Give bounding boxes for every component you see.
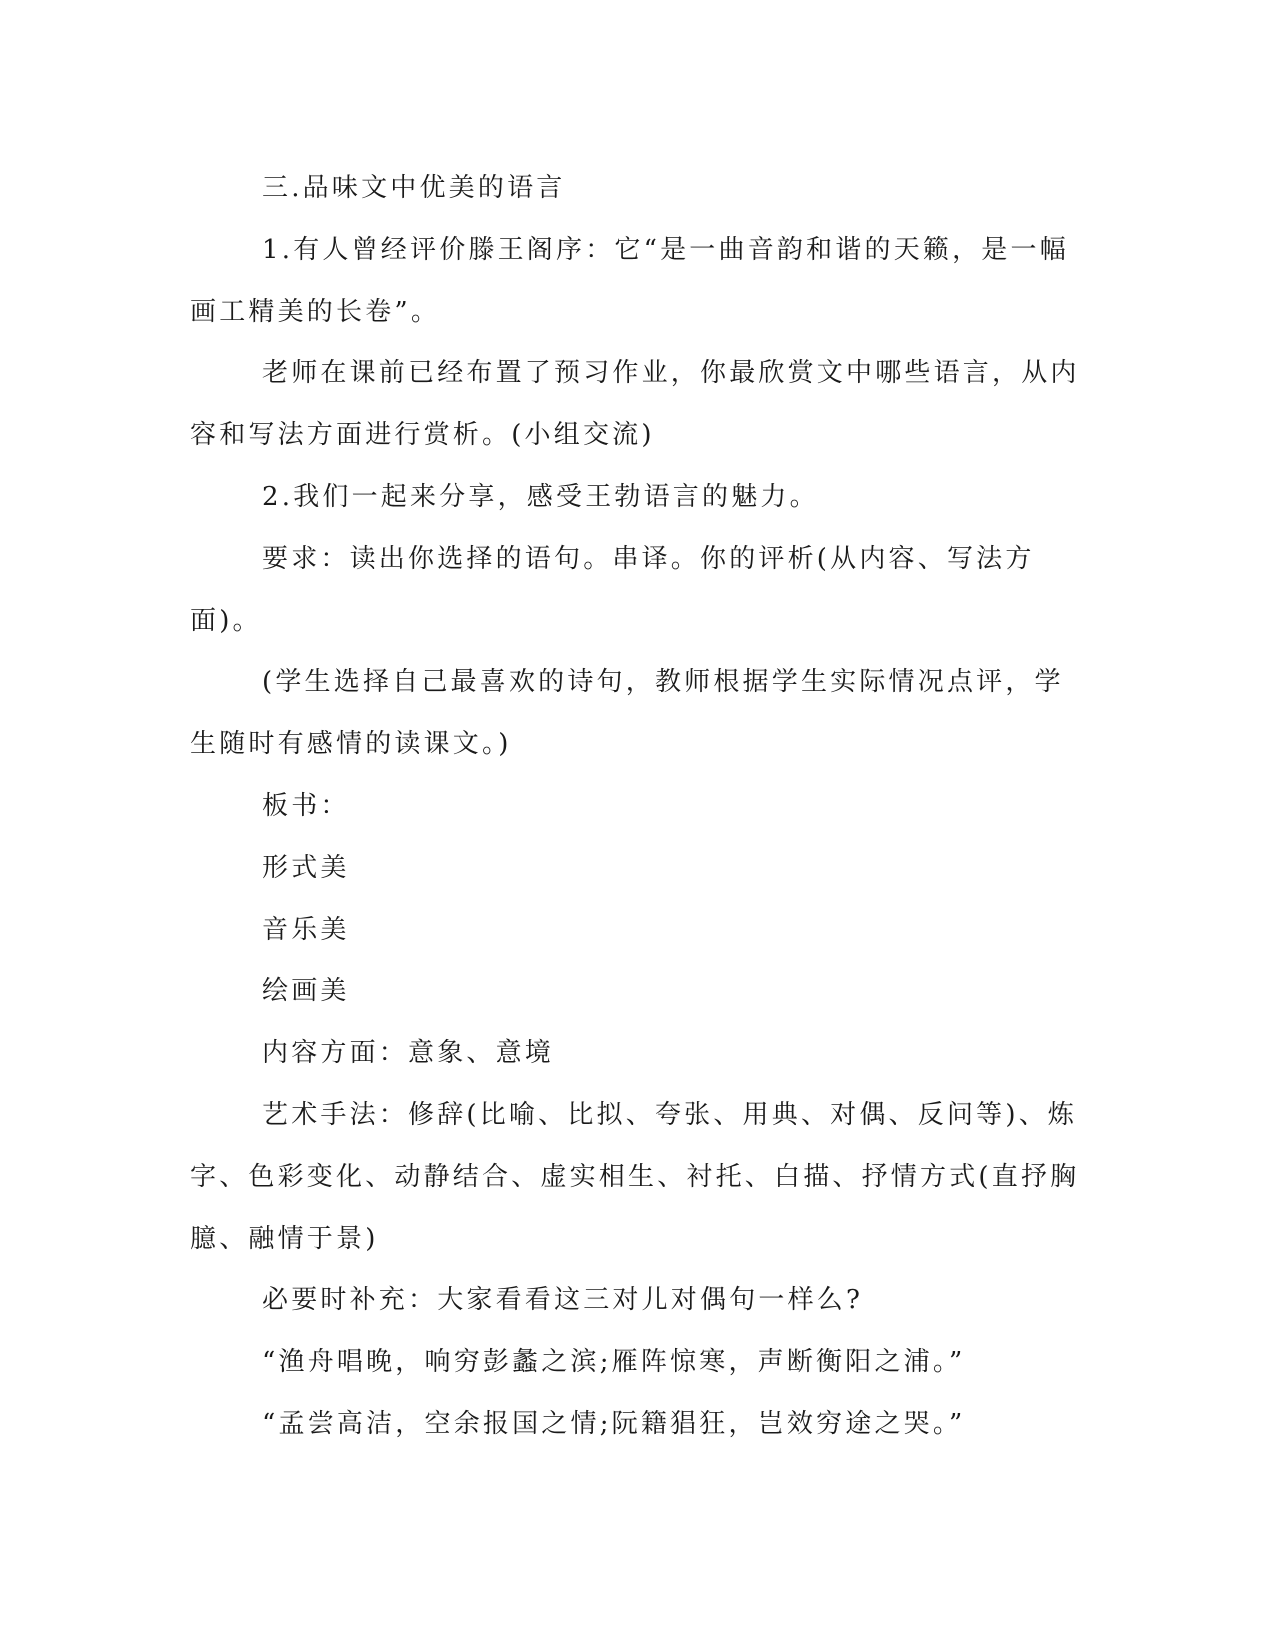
paragraph: 必要时补充：大家看看这三对儿对偶句一样么? bbox=[262, 1285, 864, 1316]
board-note-item: 形式美 bbox=[262, 852, 350, 883]
paragraph: 内容方面：意象、意境 bbox=[262, 1038, 555, 1069]
paragraph: 老师在课前已经布置了预习作业，你最欣赏文中哪些语言，从内容和写法方面进行赏析。(小组交流) bbox=[190, 358, 1080, 451]
paragraph: 艺术手法：修辞(比喻、比拟、夸张、用典、对偶、反问等)、炼字、色彩变化、动静结合、虚实相生、衬托、白描、抒情方式(直抒胸臆、融情于景) bbox=[190, 1099, 1080, 1254]
document-body bbox=[190, 158, 1090, 1456]
paragraph: 2.我们一起来分享，感受王勃语言的魅力。 bbox=[262, 481, 819, 512]
section-heading: 三.品味文中优美的语言 bbox=[262, 173, 566, 203]
board-notes-label: 板书： bbox=[262, 790, 350, 821]
quote-line: “渔舟唱晚，响穷彭蠡之滨;雁阵惊寒，声断衡阳之浦。” bbox=[262, 1347, 966, 1378]
board-note-item: 绘画美 bbox=[262, 976, 350, 1007]
paragraph: 1.有人曾经评价滕王阁序：它“是一曲音韵和谐的天籁，是一幅画工精美的长卷”。 bbox=[190, 234, 1069, 327]
paragraph: 要求：读出你选择的语句。串译。你的评析(从内容、写法方面)。 bbox=[190, 543, 1035, 636]
quote-line: “孟尝高洁，空余报国之情;阮籍猖狂，岂效穷途之哭。” bbox=[262, 1408, 966, 1439]
board-note-item: 音乐美 bbox=[262, 914, 350, 945]
paragraph: (学生选择自己最喜欢的诗句，教师根据学生实际情况点评，学生随时有感情的读课文。) bbox=[190, 667, 1064, 760]
